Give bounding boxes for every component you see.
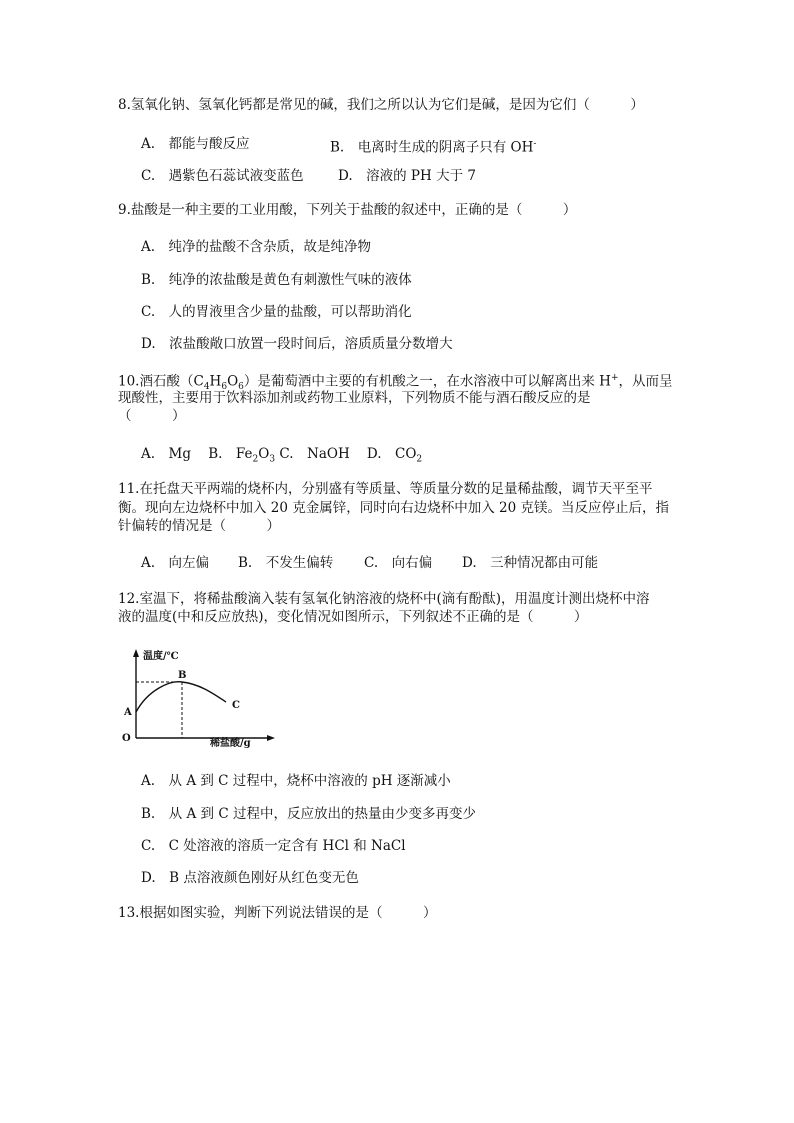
question-11-option-d: D. 三种情况都由可能: [462, 555, 599, 571]
question-11-stem-line2: 衡。现向左边烧杯中加入 20 克金属锌，同时向右边烧杯中加入 20 克镁。当反应停止后，指: [118, 500, 670, 516]
question-11-option-c: C. 向右偏: [364, 555, 433, 571]
q10-opt-b-sub1: 2: [252, 454, 259, 465]
q10-opt-b-text: B. Fe: [208, 446, 253, 462]
point-b-label: B: [178, 670, 187, 681]
question-8-option-c: C. 遇紫色石蕊试液变蓝色: [141, 168, 304, 184]
temperature-chart: [118, 644, 280, 748]
origin-label: O: [122, 733, 131, 744]
question-11-stem-line1: 11.在托盘天平两端的烧杯内，分别盛有等质量、等质量分数的足量稀盐酸，调节天平至平: [118, 481, 653, 497]
q10-sub-2: 6: [221, 382, 228, 393]
question-10-option-d: [366, 446, 423, 465]
question-8-option-b: [330, 134, 536, 158]
q10-text-a: 10.酒石酸（C: [118, 373, 204, 390]
q10-text-d: ）是葡萄酒中主要的有机酸之一，在水溶液中可以解离出来 H: [243, 373, 611, 390]
question-12-stem-line1: 12.室温下，将稀盐酸滴入装有氢氧化钠溶液的烧杯中(滴有酚酞)，用温度计测出烧杯中溶: [118, 591, 650, 607]
question-8-stem: 8.氢氧化钠、氢氧化钙都是常见的碱，我们之所以认为它们是碱，是因为它们（ ）: [118, 97, 644, 113]
question-11-option-a: A. 向左偏: [141, 555, 210, 571]
question-11-option-b: B. 不发生偏转: [238, 555, 334, 571]
hydroxide-charge: -: [533, 139, 537, 149]
q10-text-e: ，从而呈: [618, 373, 673, 390]
question-10-option-a: A. Mg: [141, 446, 192, 462]
y-axis-label: 温度/℃: [143, 651, 179, 662]
q10-opt-b-mid: O: [258, 446, 270, 462]
point-a-label: A: [124, 707, 132, 718]
question-9-option-b: B. 纯净的浓盐酸是黄色有刺激性气味的液体: [141, 272, 412, 288]
question-10-option-b: [208, 446, 276, 465]
hydrogen-charge: +: [610, 373, 619, 383]
question-10-stem-line3: （ ）: [118, 408, 186, 424]
temperature-curve: [136, 682, 226, 712]
question-10-options: [141, 444, 422, 470]
question-8-option-d: D. 溶液的 PH 大于 7: [338, 168, 476, 184]
question-12-option-d: D. B 点溶液颜色刚好从红色变无色: [141, 870, 359, 886]
question-9-option-d: D. 浓盐酸敞口放置一段时间后，溶质质量分数增大: [141, 336, 453, 352]
question-12-option-c: C. C 处溶液的溶质一定含有 HCl 和 NaCl: [141, 838, 406, 854]
x-axis-label: 稀盐酸/g: [210, 738, 251, 748]
question-9-option-c: C. 人的胃液里含少量的盐酸，可以帮助消化: [141, 304, 412, 320]
y-axis-arrow: [133, 649, 139, 657]
question-9-option-a: A. 纯净的盐酸不含杂质，故是纯净物: [141, 239, 372, 255]
question-13-stem: 13.根据如图实验，判断下列说法错误的是（ ）: [118, 905, 437, 921]
question-9-stem: 9.盐酸是一种主要的工业用酸，下列关于盐酸的叙述中，正确的是（ ）: [118, 202, 577, 218]
q10-opt-d-sub: 2: [416, 454, 423, 465]
question-8-option-a: A. 都能与酸反应: [141, 136, 250, 152]
q10-text-b: H: [209, 373, 222, 390]
q10-text-c: O: [227, 373, 239, 390]
question-10-option-c: C. NaOH: [279, 446, 350, 462]
q10-sub-1: 4: [203, 382, 210, 393]
question-11-stem-line3: 针偏转的情况是（ ）: [118, 518, 280, 534]
question-10-stem-line2: 现酸性，主要用于饮料添加剂或药物工业原料，下列物质不能与酒石酸反应的是: [118, 390, 591, 406]
point-c-label: C: [232, 700, 240, 711]
question-12-stem-line2: 液的温度(中和反应放热)，变化情况如图所示，下列叙述不正确的是（ ）: [118, 609, 588, 625]
x-axis-arrow: [267, 735, 275, 741]
q10-sub-3: 6: [238, 382, 244, 393]
question-12-option-b: B. 从 A 到 C 过程中，反应放出的热量由少变多再变少: [141, 806, 476, 822]
question-8-option-b-text: B. 电离时生成的阴离子只有 OH: [330, 139, 534, 156]
question-12-option-a: A. 从 A 到 C 过程中，烧杯中溶液的 pH 逐渐减小: [141, 773, 451, 789]
q10-opt-b-sub2: 3: [269, 454, 276, 465]
q10-opt-d-text: D. CO: [366, 446, 417, 462]
